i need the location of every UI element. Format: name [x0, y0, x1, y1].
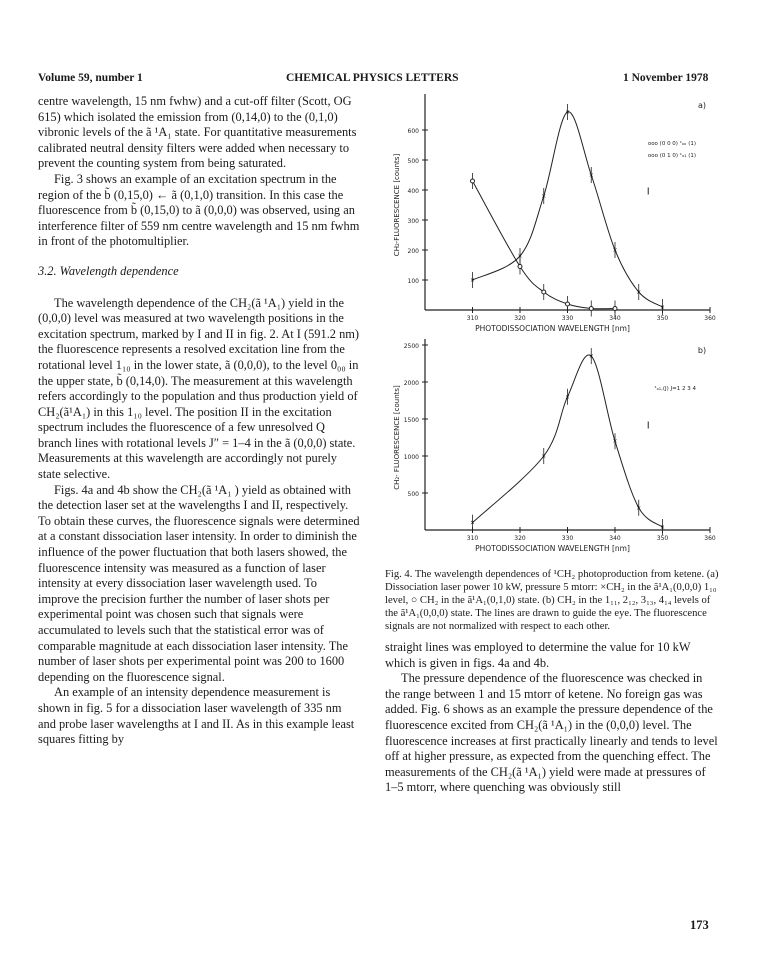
data-point: [542, 290, 546, 294]
paragraph: straight lines was employed to determine the value for 10 kW which is given in figs. 4a and 4b.: [385, 640, 691, 670]
section-heading: 3.2. Wavelength dependence: [38, 263, 179, 278]
panel-a: [393, 94, 716, 333]
x-tick-label: 320: [514, 315, 526, 322]
data-point: ×: [564, 393, 571, 401]
legend-entry: ooo (0 0 0) ¹ₒₒ (1): [647, 141, 696, 147]
data-point: ×: [469, 277, 476, 284]
data-point: ×: [588, 172, 594, 179]
x-tick-label: 330: [561, 315, 574, 322]
data-point: [613, 307, 617, 311]
x-tick-label: 350: [656, 535, 669, 542]
panel-label: a): [697, 101, 707, 110]
page-number: 173: [690, 918, 709, 932]
data-point: ×: [588, 353, 594, 361]
data-point: [566, 302, 570, 306]
y-axis-label: CH₂- FLUORESCENCE [counts]: [393, 385, 401, 490]
series-line: [473, 355, 663, 527]
panel-b: [393, 339, 716, 553]
x-axis-label: PHOTODISSOCIATION WAVELENGTH [nm]: [475, 324, 630, 333]
y-tick-label: 400: [407, 188, 419, 195]
y-tick-label: 200: [407, 248, 419, 255]
panel-label: b): [697, 346, 707, 355]
x-tick-label: 360: [704, 315, 716, 322]
x-tick-label: 340: [609, 535, 621, 542]
volume-number: Volume 59, number 1: [38, 72, 143, 84]
y-axis-label: CH₂-FLUORESCENCE [counts]: [393, 153, 401, 257]
data-point: ×: [541, 193, 547, 200]
y-tick-label: 500: [407, 158, 419, 165]
data-point: ×: [659, 524, 666, 532]
caption-text: Fig. 4. The wavelength dependences of ¹CH₂ photoproduction from ketene. (a) Dissociation laser power 10 kW, pressure 5 mtorr: ×CH₂ in the ã¹A₁(0,0,0) 1₁₀ level, ○ CH₂ in the ã¹A₁(0,1,0) state. (b) CH₂ in the 1₁₁, 2₁₂, 3₁₃, 4₁₄ levels of the ã¹A₁(0,0,0) state. The lines are drawn to guide the eye. The fluorescence signals are not normalized with respect to each other.: [385, 569, 719, 632]
paragraph: An example of an intensity dependence measurement is shown in fig. 5 for a dissociation laser wavelength of 335 nm and probe laser wavelengths at I and II. As in this example least squares fitting by: [38, 685, 355, 747]
running-header: [38, 72, 738, 88]
y-tick-label: 1500: [403, 417, 419, 424]
journal-name: CHEMICAL PHYSICS LETTERS: [286, 72, 459, 84]
data-point: ×: [636, 289, 642, 296]
y-tick-label: 100: [407, 278, 419, 285]
paragraph: The pressure dependence of the fluorescence was checked in the range between 1 and 15 mtorr of ketene. No foreign gas was added. Fig. 6 shows as an example the pressure dependence of the fluorescence excited from CH₂(ã ¹A₁) in the (0,0,0) level. The fluorescence increases at first practically linearly and tends to level off at higher pressure, as expected from the quenching effect. The measurements of the CH₂(ã ¹A₁) yield were made at pressures of 1–5 mtorr, where quenching was obviously still: [385, 671, 718, 795]
x-tick-label: 350: [656, 315, 669, 322]
y-tick-label: 1000: [403, 454, 419, 461]
y-tick-label: 600: [407, 128, 419, 135]
data-point: ×: [612, 247, 618, 254]
x-tick-label: 360: [704, 535, 716, 542]
error-bar-legend: I: [646, 186, 650, 198]
data-point: [471, 179, 475, 183]
data-point: ×: [564, 109, 571, 116]
figure-caption: [385, 568, 720, 633]
data-point: ×: [636, 504, 642, 512]
paragraph: Figs. 4a and 4b show the CH₂(ã ¹A₁ ) yield as obtained with the detection laser set at the wavelengths I and II, respectively. To obtain these curves, the fluorescence signals were determined at a constant dissociation laser intensity. In order to diminish the influence of the power fluctuation that both lasers showed, the fluorescence intensity was measured as a function of laser intensity at every dissociation laser wavelength used. To improve the precision further the number of laser shots per experimental point was chosen such that signals were accumulated to levels such that the statistical error was of comparable magnitude at each dissociation laser intensity. The number of laser shots per experimental point was 200 to 1600 depending on the fluorescence signal.: [38, 482, 360, 684]
paragraph: Fig. 3 shows an example of an excitation spectrum in the region of the b̃ (0,15,0) ← ã (0,1,0) transition. In this case the fluorescence from b̃ (0,15,0) to ã (0,0,0) was observed, using an interference filter of 559 nm centre wavelength and 15 nm fwhm in front of the photomultiplier.: [38, 171, 360, 249]
data-point: ×: [517, 253, 523, 260]
series-line: [473, 112, 663, 307]
x-tick-label: 340: [609, 315, 621, 322]
y-tick-label: 500: [407, 491, 419, 498]
right-column: [385, 640, 720, 796]
legend-entry: ¹ₒ₁,(J) J=1 2 3 4: [654, 386, 696, 392]
x-tick-label: 320: [514, 535, 526, 542]
x-axis-label: PHOTODISSOCIATION WAVELENGTH [nm]: [475, 544, 630, 553]
data-point: ×: [541, 453, 547, 460]
figure-4: [385, 90, 725, 560]
data-point: [589, 307, 593, 311]
data-point: ×: [659, 304, 666, 311]
y-tick-label: 2000: [403, 380, 419, 387]
paragraph: centre wavelength, 15 nm fwhw) and a cut-off filter (Scott, OG 615) which isolated the emission from (0,14,0) to the (0,1,0) vibronic levels of the ã ¹A₁ state. For quantitative measurements calibrated neutral density filters were added when necessary to prevent the counting system from being saturated.: [38, 94, 357, 171]
x-tick-label: 310: [466, 315, 479, 322]
y-tick-label: 300: [407, 218, 419, 225]
data-point: [518, 265, 522, 269]
paragraph: The wavelength dependence of the CH₂(ã ¹A₁) yield in the (0,0,0) level was measured at two wavelength positions in the excitation spectrum, marked by I and II in fig. 2. At I (591.2 nm) the fluorescence represents a resolved excitation line from the rotational level 1₁₀ in the lower state, ã (0,0,0), to the level 0₀₀ in the upper state, b̃ (0,14,0). The measurement at this wavelength refers accordingly to the population and thus production yield of CH₂(ã¹A₁) in this 1₁₀ level. The position II in the excitation spectrum includes the fluorescence of a few unresolved Q branch lines with rotational levels J″ = 1–4 in the ã (0,0,0) state. Measurements at this wavelength are accordingly not purely state selective.: [38, 295, 360, 482]
data-point: ×: [469, 519, 476, 527]
x-tick-label: 330: [561, 535, 574, 542]
issue-date: 1 November 1978: [623, 72, 709, 84]
error-bar-legend: I: [646, 420, 650, 432]
data-point: ×: [612, 438, 618, 446]
legend-entry: ooo (0 1 0) ¹ₒ₁ (1): [647, 153, 696, 159]
y-tick-label: 2500: [403, 343, 419, 350]
x-tick-label: 310: [466, 535, 479, 542]
left-column: [38, 94, 360, 748]
